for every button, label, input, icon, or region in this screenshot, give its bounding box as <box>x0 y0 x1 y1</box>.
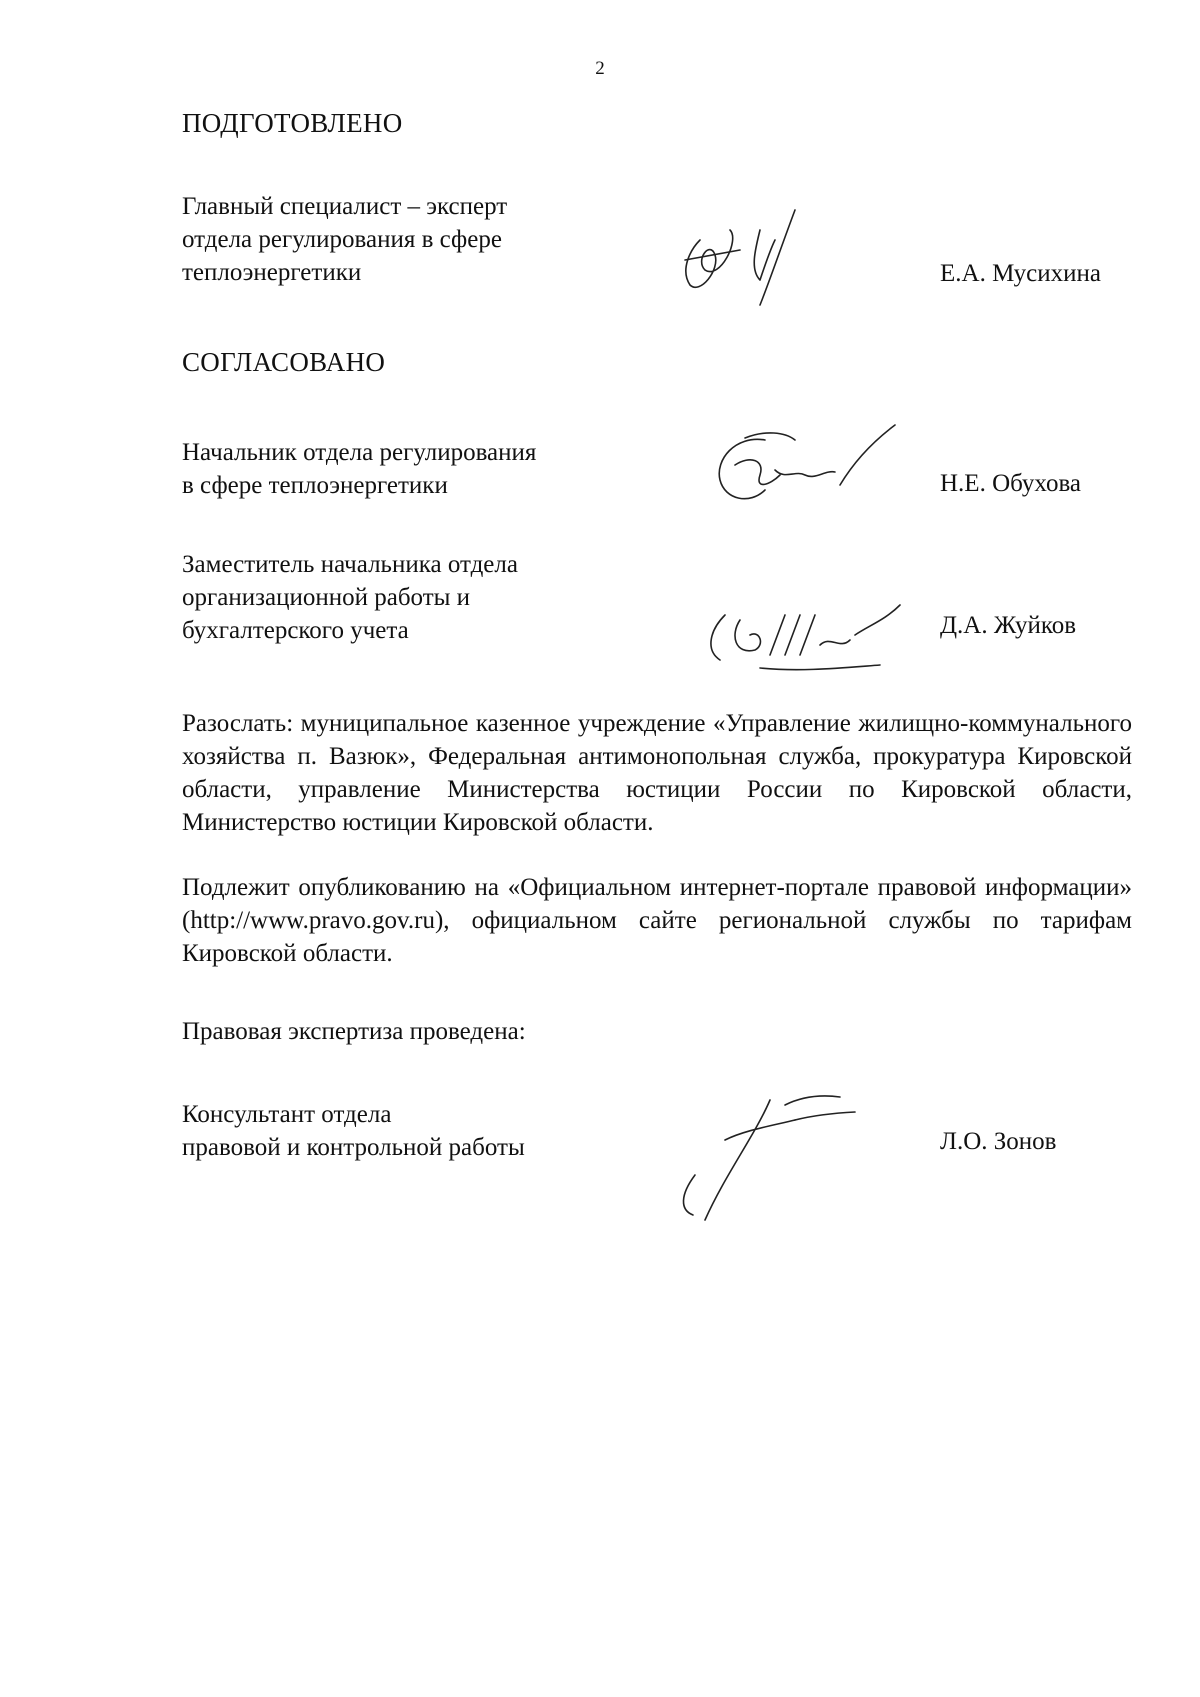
page-number: 2 <box>595 58 605 79</box>
position-line: в сфере теплоэнергетики <box>182 472 448 499</box>
publication-paragraph: Подлежит опубликованию на «Официальном интернет-портале правовой информации» (http://www.pravo.gov.ru), официальном сайте региональной службы по тарифам Кировской области. <box>182 874 1132 967</box>
legal-review-label: Правовая экспертиза проведена: <box>182 1018 526 1045</box>
position-line: Заместитель начальника отдела <box>182 551 518 578</box>
distribution-paragraph: Разослать: муниципальное казенное учреждение «Управление жилищно-коммунального хозяйства п. Вазюк», Федеральная антимонопольная служба, прокуратура Кировской области, управление Министерства юстиции России по Кировской области, Министерство юстиции Кировской области. <box>182 710 1132 836</box>
prepared-name: Е.А. Мусихина <box>940 260 1102 287</box>
position-line: организационной работы и <box>182 584 471 611</box>
prepared-position <box>182 190 507 289</box>
signature-zonov <box>665 1085 865 1230</box>
position-line: правовой и контрольной работы <box>182 1134 525 1161</box>
position-line: теплоэнергетики <box>182 259 362 286</box>
agreed-heading: СОГЛАСОВАНО <box>182 347 386 377</box>
signature-musikhina <box>670 200 830 310</box>
prepared-heading: ПОДГОТОВЛЕНО <box>182 108 403 138</box>
position-line: бухгалтерского учета <box>182 617 409 644</box>
signer-zhuikov-name: Д.А. Жуйков <box>940 612 1077 639</box>
legal-review-name: Л.О. Зонов <box>940 1128 1057 1155</box>
signature-obukhova <box>705 420 905 520</box>
position-line: Главный специалист – эксперт <box>182 193 508 220</box>
signer-obukhova-position <box>182 436 536 502</box>
signer-zhuikov-position <box>182 548 518 647</box>
position-line: отдела регулирования в сфере <box>182 226 502 253</box>
position-line: Консультант отдела <box>182 1101 392 1128</box>
signature-zhuikov <box>700 590 910 680</box>
legal-review-position <box>182 1098 525 1164</box>
position-line: Начальник отдела регулирования <box>182 439 537 466</box>
signer-obukhova-name: Н.Е. Обухова <box>940 470 1082 497</box>
